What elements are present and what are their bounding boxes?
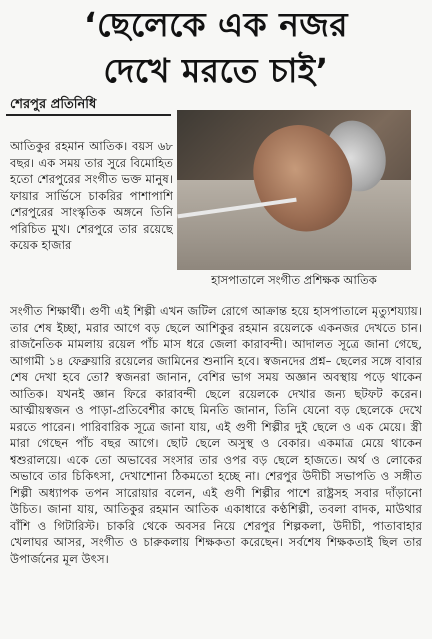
byline: শেরপুর প্রতিনিধি xyxy=(10,97,97,112)
body-text-full-width: সংগীত শিক্ষার্থী। গুণী এই শিল্পী এখন জটিল রোগে আক্রান্ত হয়ে হাসপাতালে মৃত্যুশয্যায়। তার শেষ ইচ্ছা, মরার আগে বড় ছেলে আশিকুর রহমান রয়েলকে একনজর দেখতে চান। রাজনৈতিক মামলায় রয়েল পাঁচ মাস ধরে জেলা কারাবন্দী। আদালত সূত্রে জানা গেছে, আগামী ১৪ ফেব্রুয়ারি রয়েলের জামিনের শুনানি হবে। স্বজনদের প্রশ্ন– ছেলের সঙ্গে বাবার শেষ দেখা হবে তো? স্বজনরা জানান, বেশির ভাগ সময় অজ্ঞান অবস্থায় পড়ে থাকেন আতিক। যখনই জ্ঞান ফিরে কারাবন্দী ছেলে রয়েলকে দেখার জন্য ছটফট করেন। আত্মীয়স্বজন ও পাড়া-প্রতিবেশীর কাছে মিনতি জানান, তিনি যেনো বড় ছেলেকে দেখে মরতে পারেন। পারিবারিক সূত্রে জানা যায়, এই গুণী শিল্পীর দুই ছেলে ও এক মেয়ে। স্ত্রী মারা গেছেন পাঁচ বছর আগে। ছোট ছেলে অসুস্থ ও বেকার। একমাত্র মেয়ে থাকেন শ্বশুরালয়ে। একে তো অভাবের সংসার তার ওপর বড় ছেলে হাজতে। অর্থ ও লোকের অভাবে তার চিকিৎসা, দেখাশোনা ঠিকমতো হচ্ছে না। শেরপুর উদীচী সভাপতি ও সঙ্গীত শিল্পী অধ্যাপক তপন সারোয়ার বলেন, এই গুণী শিল্পীর পাশে রাষ্ট্রসহ সবার দাঁড়ানো উচিত। জানা যায়, আতিকুর রহমান আতিক একাধারে কণ্ঠশিল্পী, তবলা বাদক, মাউথার বাঁশি ও গিটারিস্ট। চাকরি থেকে অবসর নিয়ে শেরপুর শিল্পকলা, উদীচী, পাতাবাহার খেলাঘর আসর, সংগীত ও চারুকলায় শিক্ষকতা করেছেন। সর্বশেষ শিক্ষকতাই ছিল তার উপার্জনের মূল উৎস। xyxy=(10,304,422,566)
headline xyxy=(0,2,432,94)
headline-line-2: দেখে মরতে চাই’ xyxy=(103,51,329,90)
photo-caption: হাসপাতালে সংগীত প্রশিক্ষক আতিক xyxy=(211,273,377,287)
article-photo xyxy=(177,110,411,270)
headline-line-1: ‘ছেলেকে এক নজর xyxy=(83,5,349,44)
body-text-left-column: আতিকুর রহমান আতিক। বয়স ৬৮ বছর। এক সময় তার সুরে বিমোহিত হতো শেরপুরের সংগীত ভক্ত মানুষ। ফায়ার সার্ভিসে চাকরির পাশাপাশি শেরপুরের সাংস্কৃতিক অঙ্গনে তিনি পরিচিত মুখ। শেরপুরে তার রয়েছে কয়েক হাজার xyxy=(10,139,173,252)
byline-rule xyxy=(6,114,171,116)
